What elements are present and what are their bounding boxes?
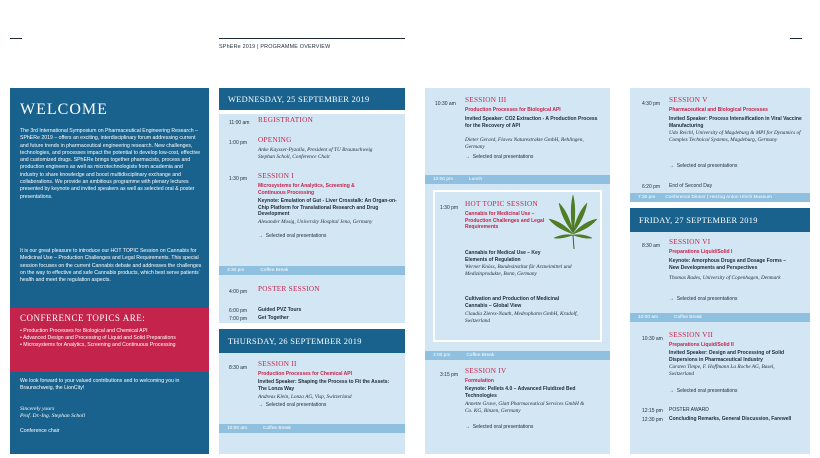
- hot-topic-subtitle: Cannabis for Medicinal Use – Production Challenges and Legal Requirements: [465, 211, 545, 231]
- session-5-speaker: Udo Reichl, University of Magdeburg & MPI for Dynamics of Complex Technical Systems, Magdeburg, Germany: [669, 130, 801, 143]
- session-2-title: SESSION II: [258, 360, 297, 368]
- oral-label: Selected oral presentations: [265, 402, 327, 408]
- session-6-subtitle: Preparations Liquid/Solid I: [669, 249, 733, 255]
- time-label: 3:15 pm: [440, 372, 459, 378]
- time-label: 10:30 am: [642, 336, 663, 342]
- session-5-invited: Invited Speaker: Process Intensification in Viral Vaccine Manufacturing: [669, 116, 802, 129]
- lunch-band: [425, 175, 610, 184]
- session-7-speaker: Carsten Timpe, F. Hoffmann La Roche AG, Basel, Switzerland: [669, 364, 775, 377]
- session-3-invited: Invited Speaker: CO2 Extraction - A Production Process for the Recovery of API: [465, 116, 598, 129]
- welcome-closing: We look forward to your valued contributions and to welcoming you in Braunschweig, the LionCity!: [20, 378, 180, 392]
- session-2-oral: [258, 402, 326, 409]
- session-6-keynote: Keynote: Amorphous Drugs and Dosage Forms – New Developments and Perspectives: [669, 258, 787, 271]
- oral-label: Selected oral presentations: [472, 424, 534, 430]
- session-1-title: SESSION I: [258, 172, 295, 180]
- time-label: 10:00 am: [638, 315, 659, 320]
- arrow-right-icon: →: [669, 163, 674, 169]
- hot-topic-speaker-2: Claudia Zierex-Nauth, Medropharm GmbH, Kradolf, Switzerland: [465, 311, 578, 324]
- topic-item: • Production Processes for Biological and Chemical API: [20, 328, 148, 334]
- day-header-thursday: THURSDAY, 26 SEPTEMBER 2019: [219, 329, 405, 353]
- break-label: Coffee Break: [263, 426, 291, 431]
- time-label: 6:20 pm: [642, 184, 661, 190]
- hot-topic-speaker-1: Werner Knöss, Bundesinstitut für Arzneimittel und Medizinprodukte, Bonn, Germany: [465, 264, 572, 277]
- break-label: Coffee Break: [466, 353, 495, 358]
- topic-item: • Advanced Design and Processing of Liquid and Solid Preparations: [20, 335, 176, 341]
- oral-label: Selected oral presentations: [676, 296, 738, 302]
- session-5-subtitle: Pharmaceutical and Biological Processes: [669, 107, 768, 113]
- time-label: 1:00 pm: [229, 140, 248, 146]
- session-7-title: SESSION VII: [669, 331, 714, 339]
- registration-title: REGISTRATION: [258, 116, 314, 124]
- session-4-subtitle: Formulation: [465, 378, 494, 384]
- session-4-speaker: Annette Grave, Glatt Pharmaceutical Services GmbH & Co. KG, Binzen, Germany: [465, 401, 585, 414]
- opening-title: OPENING: [258, 136, 292, 144]
- conference-topics-title: CONFERENCE TOPICS ARE:: [20, 313, 146, 323]
- hot-topic-talk-1: Cannabis for Medical Use – Key Elements of Regulation: [465, 250, 541, 263]
- session-4-title: SESSION IV: [465, 367, 507, 375]
- time-label: 6:00 pm: [229, 308, 248, 314]
- session-5-title: SESSION V: [669, 96, 708, 104]
- break-label: Coffee Break: [260, 268, 289, 273]
- session-1-keynote: Keynote: Emulation of Gut - Liver Crosstalk: An Organ-on-Chip Platform for Translational Research and Drug Development: [258, 198, 397, 218]
- break-label: Coffee Break: [674, 315, 702, 320]
- time-label: 1:30 pm: [440, 205, 459, 211]
- time-label: 1:30 pm: [229, 176, 248, 182]
- break-label: Lunch: [469, 177, 483, 182]
- session-6-oral: [669, 296, 737, 303]
- oral-label: Selected oral presentations: [265, 233, 327, 239]
- time-label: 12:15 pm: [642, 408, 663, 414]
- arrow-right-icon: →: [465, 424, 470, 430]
- time-label: 12:30 pm: [642, 417, 663, 423]
- time-label: 3:00 pm: [433, 353, 451, 358]
- welcome-hot-topic-intro: It is our great pleasure to introduce our HOT TOPIC Session on Cannabis for Medicinal Use – Production Challenges and Legal Requirements. This special session focuses on the current Cannabis debate and addresses the challenges on the way to effective and safe Cannabis products, which best serve patients´ health and meet the regulation aspects.: [20, 248, 202, 284]
- time-label: 4:30 pm: [642, 101, 661, 107]
- arrow-right-icon: →: [258, 233, 263, 239]
- concluding-remarks: Concluding Remarks, General Discussion, Farewell: [669, 416, 792, 422]
- conference-topics-box: [10, 308, 209, 372]
- oral-label: Selected oral presentations: [472, 154, 534, 160]
- coffee-break-band: [219, 266, 405, 275]
- spacer: [219, 110, 405, 114]
- poster-award: POSTER AWARD: [669, 407, 709, 413]
- session-3-subtitle: Production Processes for Biological API: [465, 107, 561, 113]
- session-3-title: SESSION III: [465, 96, 507, 104]
- session-3-speaker: Dieter Gerard, Flavex Naturextrakte GmbH, Rehlingen, Germany: [465, 137, 584, 150]
- header-rule-main: [219, 38, 405, 39]
- time-label: 8:30 am: [642, 243, 661, 249]
- coffee-break-band: [219, 424, 405, 433]
- cannabis-leaf-icon: [547, 193, 599, 251]
- time-label: 10:30 am: [435, 101, 456, 107]
- session-4-oral: [465, 424, 533, 431]
- time-label: 7:00 pm: [229, 316, 248, 322]
- session-1-subtitle: Microsystems for Analytics, Screening & Continuous Processing: [258, 183, 355, 196]
- get-together: Get Together: [258, 315, 289, 321]
- time-label: 10:00 am: [227, 426, 248, 431]
- session-7-subtitle: Preparations Liquid/Solid II: [669, 342, 734, 348]
- signature: [20, 406, 202, 421]
- dinner-band: [630, 193, 810, 202]
- header-rule-right: [790, 38, 802, 39]
- arrow-right-icon: →: [669, 388, 674, 394]
- arrow-right-icon: →: [669, 296, 674, 302]
- session-4-keynote: Keynote: Pellets 4.0 – Advanced Fluidized Bed Technologies: [465, 386, 576, 399]
- session-1-oral: [258, 233, 326, 240]
- opening-speakers: Anke Kaysser-Pyzalla, President of TU Braunschweig Stephan Scholl, Conference Chair: [258, 147, 373, 160]
- welcome-panel: [10, 88, 209, 454]
- session-7-invited: Invited Speaker: Design and Processing of Solid Dispersions in Pharmaceutical Industry: [669, 350, 785, 363]
- time-label: 4:00 pm: [229, 289, 248, 295]
- topic-item: • Microsystems for Analytics, Screening and Continuous Processing: [20, 342, 176, 348]
- coffee-break-band: [630, 313, 810, 322]
- day-header-wednesday: WEDNESDAY, 25 SEPTEMBER 2019: [219, 88, 405, 110]
- end-of-second-day: End of Second Day: [669, 183, 713, 189]
- conference-topics-list: [20, 328, 200, 349]
- session-6-title: SESSION VI: [669, 238, 711, 246]
- hot-topic-talk-2: Cultivation and Production of Medicinal Cannabis – Global View: [465, 296, 560, 309]
- time-label: 3:30 pm: [227, 268, 245, 273]
- welcome-intro: The 3rd International Symposium on Pharmaceutical Engineering Research – SPhERe 2019 – offers an exciting, interdisciplinary forum addressing current and future trends in pharmaceutical engineering research. New challenges, technologies, and processes impact the potential to develop low-cost, effective and customized drugs. SPhERe brings together pharmacists, process and production engineers as well as microtechnologists from academia and industry to share knowledge and boost multidisciplinary exchange and collaborations. We provide an ambitious programme with plenary lectures presented by keynote and invited speakers as well as selected oral & poster presentations.: [20, 128, 201, 200]
- time-label: 12:00 pm: [433, 177, 454, 182]
- welcome-title: WELCOME: [20, 101, 108, 118]
- oral-label: Selected oral presentations: [676, 163, 738, 169]
- session-2-speaker: Andreas Klein, Lonza AG, Visp, Switzerland: [258, 394, 352, 400]
- signature-line1: Sincerely yours: [20, 406, 55, 412]
- poster-session-title: POSTER SESSION: [258, 285, 320, 293]
- header-rule-left: [10, 38, 22, 39]
- header-title: SPhERe 2019 | PROGRAMME OVERVIEW: [219, 44, 331, 50]
- session-5-oral: [669, 163, 737, 170]
- time-label: 8:30 am: [229, 365, 248, 371]
- arrow-right-icon: →: [465, 154, 470, 160]
- session-2-invited: Invited Speaker: Shaping the Process to Fit the Assets: The Lonza Way: [258, 379, 390, 392]
- signature-role: Conference chair: [20, 428, 60, 434]
- session-3-oral: [465, 154, 533, 161]
- hot-topic-title: HOT TOPIC SESSION: [465, 200, 538, 208]
- time-label: 11:00 am: [229, 120, 250, 126]
- time-label: 7:30 pm: [638, 195, 656, 200]
- arrow-right-icon: →: [258, 402, 263, 408]
- session-7-oral: [669, 388, 737, 395]
- session-2-subtitle: Production Processes for Chemical API: [258, 371, 353, 377]
- break-label: Conference Dinner | Herzog Anton Ulrich Museum: [665, 195, 772, 200]
- session-1-speaker: Alexander Mosig, University Hospital Jena, Germany: [258, 219, 373, 225]
- guided-tours: Guided PVZ Tours: [258, 307, 302, 313]
- signature-name: Prof. Dr.-Ing. Stephan Scholl: [20, 413, 86, 420]
- coffee-break-band: [425, 351, 610, 360]
- session-6-speaker: Thomas Rades, University of Copenhagen, Denmark: [669, 275, 781, 281]
- oral-label: Selected oral presentations: [676, 388, 738, 394]
- day-header-friday: FRIDAY, 27 SEPTEMBER 2019: [630, 208, 810, 232]
